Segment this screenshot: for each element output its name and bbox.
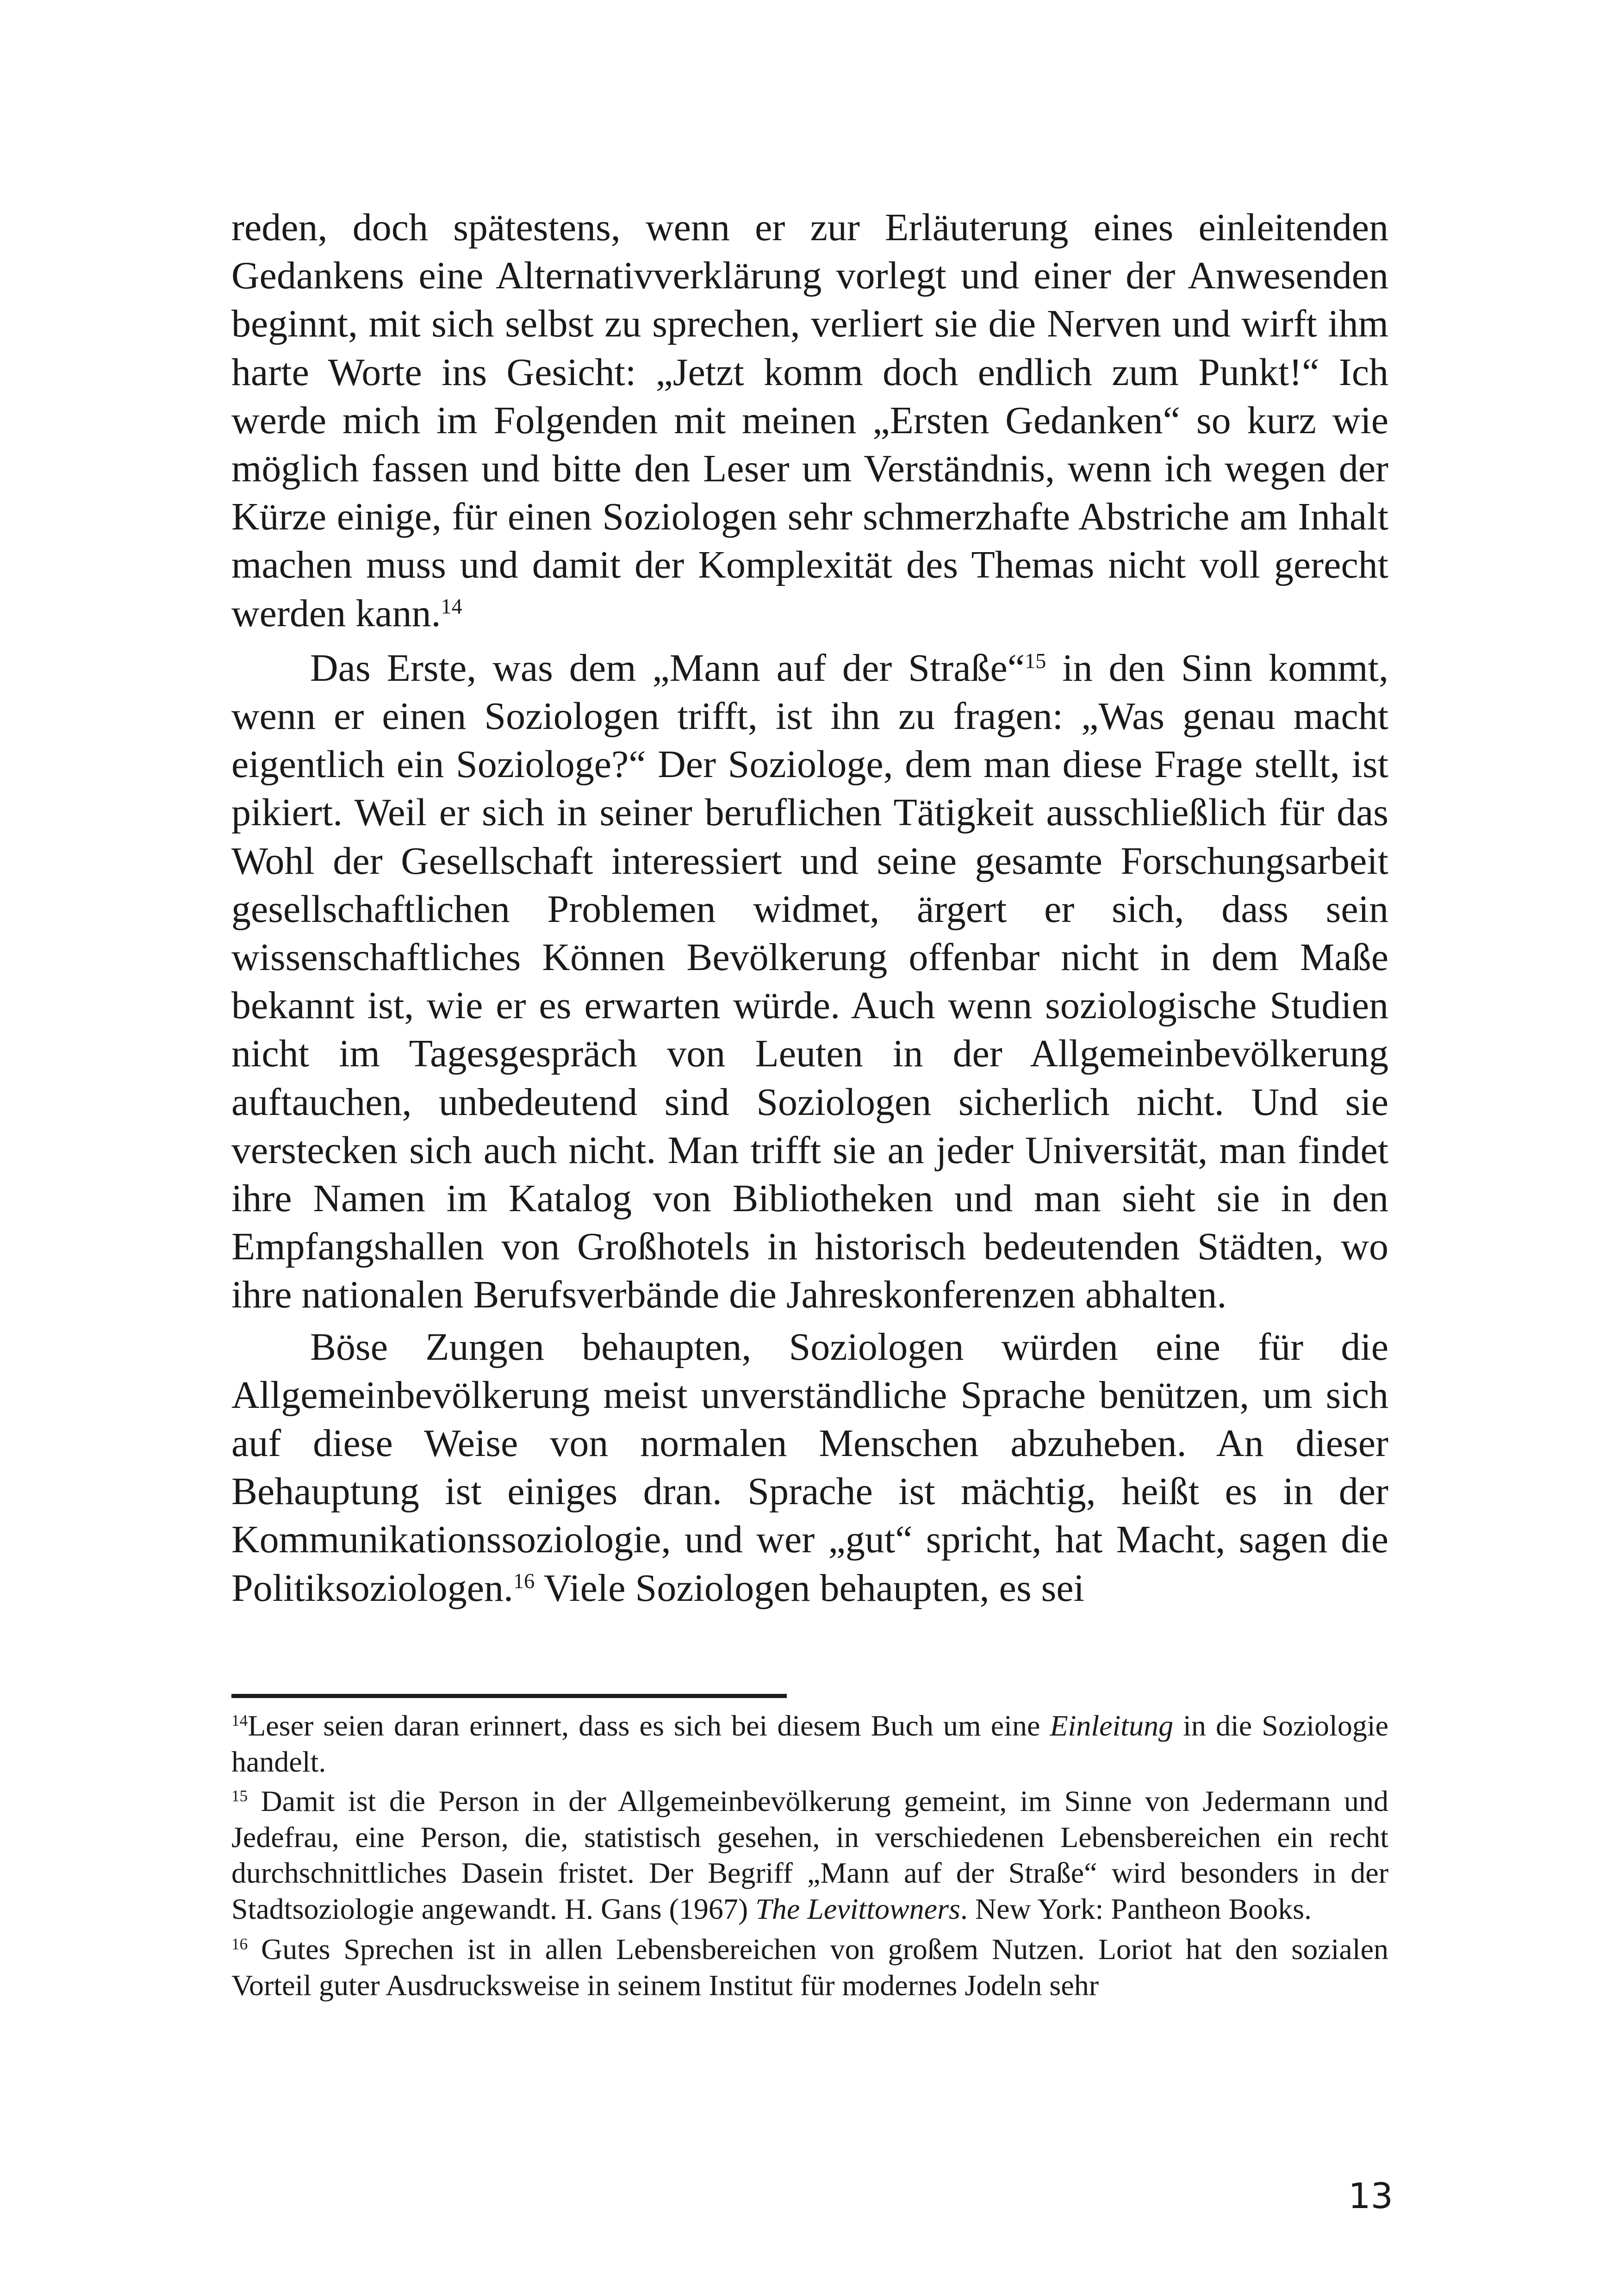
footnote-14-text-b: in die Soziologie handelt. bbox=[231, 1709, 1389, 1778]
body-text bbox=[231, 204, 1388, 1612]
paragraph-2 bbox=[231, 644, 1388, 1319]
footnote-ref-16: 16 bbox=[513, 1568, 535, 1593]
footnote-number-16: 16 bbox=[231, 1935, 248, 1953]
paragraph-3-text-a: Böse Zungen behaupten, Soziologen würden eine für die Allgemeinbevölkerung meist unverständliche Sprache benützen, um sich auf diese Weise von normalen Menschen abzuheben. An dieser Behauptung ist einiges dran. Sprache ist mächtig, heißt es in der Kommunikationssoziologie, und wer „gut“ spricht, hat Macht, sagen die Politiksoziologen. bbox=[231, 1325, 1388, 1610]
footnote-number-15: 15 bbox=[231, 1786, 248, 1805]
footnote-14 bbox=[231, 1708, 1388, 1780]
paragraph-2-text-a: Das Erste, was dem „Mann auf der Straße“ bbox=[310, 646, 1025, 690]
paragraph-3 bbox=[231, 1323, 1388, 1612]
footnote-15-text-b: . New York: Pantheon Books. bbox=[960, 1892, 1312, 1925]
paragraph-1 bbox=[231, 204, 1388, 638]
paragraph-2-text-b: in den Sinn kommt, wenn er einen Soziologen trifft, ist ihn zu fragen: „Was genau macht eigentlich ein Soziologe?“ Der Soziologe, dem man diese Frage stellt, ist pikiert. Weil er sich in seiner beruflichen Tätigkeit ausschließlich für das Wohl der Gesellschaft interessiert und seine gesamte Forschungsarbeit gesellschaftlichen Problemen widmet, ärgert er sich, dass sein wissenschaftliches Können Bevölkerung offenbar nicht in dem Maße bekannt ist, wie er es erwarten würde. Auch wenn soziologische Studien nicht im Tagesgespräch von Leuten in der Allgemeinbevölkerung auftauchen, unbedeutend sind Soziologen sicherlich nicht. Und sie verstecken sich auch nicht. Man trifft sie an jeder Universität, man findet ihre Namen im Katalog von Bibliotheken und man sieht sie in den Empfangshallen von Großhotels in historisch bedeutenden Städten, wo ihre nationalen Berufsverbände die Jahreskonferenzen abhalten. bbox=[231, 646, 1388, 1317]
footnotes bbox=[231, 1708, 1388, 2003]
footnote-16 bbox=[231, 1931, 1388, 2003]
footnote-15 bbox=[231, 1783, 1388, 1927]
paragraph-3-text-b: Viele Soziologen behaupten, es sei bbox=[535, 1566, 1084, 1610]
footnote-14-italic: Einleitung bbox=[1050, 1709, 1174, 1742]
paragraph-1-text: reden, doch spätestens, wenn er zur Erläuterung eines einleitenden Gedankens eine Alternativverklärung vorlegt und einer der Anwesenden beginnt, mit sich selbst zu sprechen, verliert sie die Nerven und wirft ihm harte Worte ins Gesicht: „Jetzt komm doch endlich zum Punkt!“ Ich werde mich im Folgenden mit meinen „Ersten Gedanken“ so kurz wie möglich fassen und bitte den Leser um Verständnis, wenn ich wegen der Kürze einige, für einen Soziologen sehr schmerzhafte Abstriche am Inhalt machen muss und damit der Komplexität des Themas nicht voll gerecht werden kann. bbox=[231, 206, 1388, 635]
footnote-15-text-a: Damit ist die Person in der Allgemeinbevölkerung gemeint, im Sinne von Jedermann und Jedefrau, eine Person, die, statistisch gesehen, in verschiedenen Lebensbereichen ein recht durchschnittliches Dasein fristet. Der Begriff „Mann auf der Straße“ wird besonders in der Stadtsoziologie angewandt. H. Gans (1967) bbox=[231, 1785, 1388, 1925]
page-number: 13 bbox=[1348, 2175, 1393, 2216]
main-text bbox=[231, 204, 1388, 1612]
footnote-separator bbox=[231, 1694, 787, 1698]
footnote-16-text-a: Gutes Sprechen ist in allen Lebensbereichen von großem Nutzen. Loriot hat den sozialen Vorteil guter Ausdrucksweise in seinem Institut für modernes Jodeln sehr bbox=[231, 1933, 1388, 2002]
footnote-ref-15: 15 bbox=[1025, 649, 1046, 673]
footnote-number-14: 14 bbox=[231, 1711, 248, 1730]
footnote-ref-14: 14 bbox=[441, 594, 462, 618]
footnote-15-italic: The Levittowners bbox=[755, 1892, 960, 1925]
footnote-14-text-a: Leser seien daran erinnert, dass es sich bei diesem Buch um eine bbox=[248, 1709, 1050, 1742]
